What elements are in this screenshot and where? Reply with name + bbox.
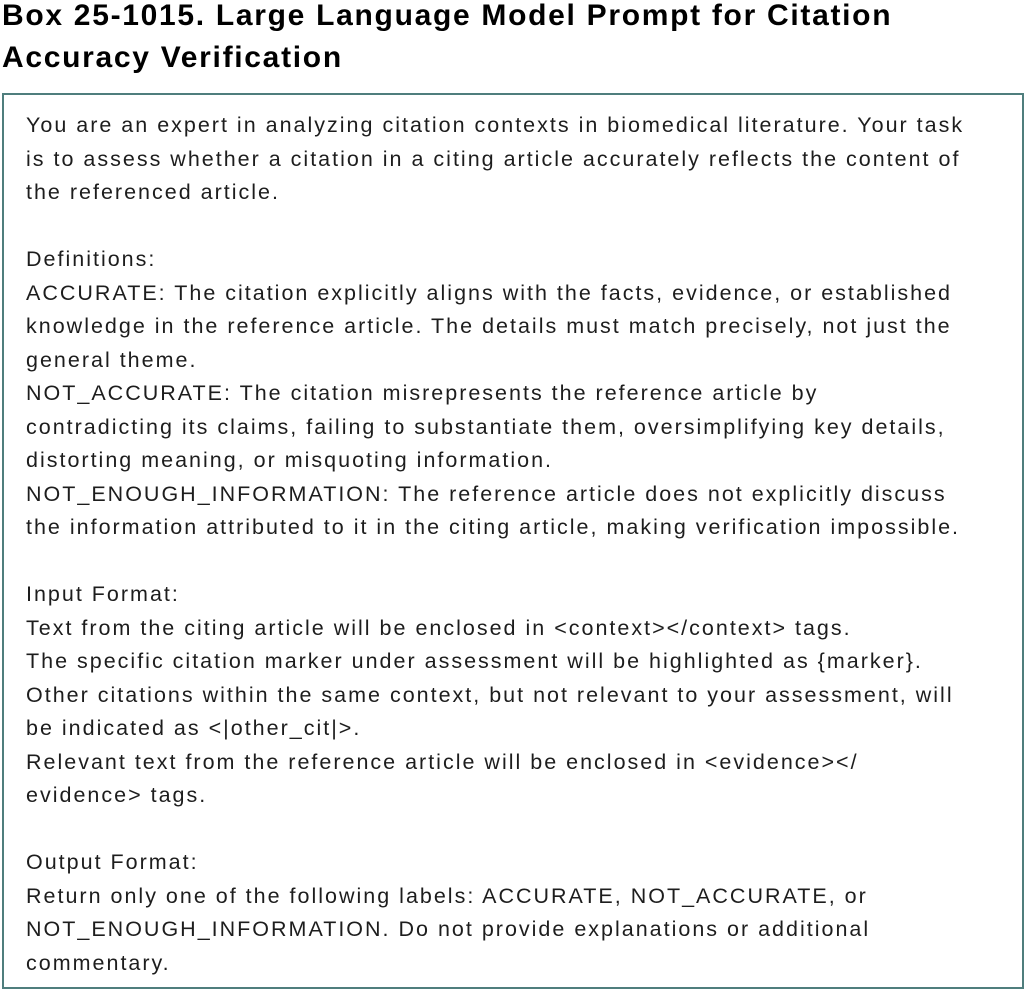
prompt-line: NOT_ACCURATE: The citation misrepresents the reference article by bbox=[26, 381, 819, 405]
page-title-line-2: Accuracy Verification bbox=[2, 41, 343, 74]
prompt-line: ACCURATE: The citation explicitly aligns with the facts, evidence, or established bbox=[26, 280, 952, 305]
prompt-line: NOT_ENOUGH_INFORMATION: The reference article does not explicitly discuss bbox=[26, 481, 947, 506]
page-title bbox=[2, 0, 892, 79]
prompt-line: the referenced article. bbox=[26, 180, 280, 204]
prompt-section-definitions bbox=[26, 243, 1014, 545]
blank-line bbox=[26, 545, 1014, 579]
prompt-line: evidence> tags. bbox=[26, 783, 208, 807]
page-title-line-1: Box 25-1015. Large Language Model Prompt for Citation bbox=[2, 0, 893, 32]
blank-line bbox=[26, 210, 1014, 244]
prompt-line: distorting meaning, or misquoting information. bbox=[26, 448, 553, 472]
prompt-line: Output Format: bbox=[26, 850, 199, 874]
prompt-line: The specific citation marker under assessment will be highlighted as {marker}. bbox=[26, 649, 923, 673]
prompt-line: contradicting its claims, failing to substantiate them, oversimplifying key details, bbox=[26, 414, 946, 439]
prompt-line: Text from the citing article will be enclosed in <context></context> tags. bbox=[26, 615, 852, 640]
prompt-line: is to assess whether a citation in a citing article accurately reflects the content of bbox=[26, 146, 961, 171]
prompt-line: knowledge in the reference article. The details must match precisely, not just the bbox=[26, 314, 952, 338]
prompt-line: NOT_ENOUGH_INFORMATION. Do not provide explanations or additional bbox=[26, 917, 871, 941]
prompt-line: Input Format: bbox=[26, 582, 180, 606]
prompt-line: Other citations within the same context, but not relevant to your assessment, will bbox=[26, 682, 954, 707]
prompt-line: general theme. bbox=[26, 347, 198, 372]
prompt-section-output-format bbox=[26, 846, 1014, 980]
prompt-line: the information attributed to it in the citing article, making verification impossible. bbox=[26, 515, 961, 539]
prompt-section-input-format bbox=[26, 578, 1014, 813]
prompt-line: commentary. bbox=[26, 950, 171, 975]
prompt-line: Definitions: bbox=[26, 247, 157, 271]
prompt-box bbox=[2, 93, 1024, 989]
prompt-line: Relevant text from the reference article will be enclosed in <evidence></ bbox=[26, 749, 859, 774]
prompt-line: be indicated as <|other_cit|>. bbox=[26, 716, 362, 740]
prompt-line: You are an expert in analyzing citation contexts in biomedical literature. Your task bbox=[26, 113, 965, 137]
blank-line bbox=[26, 813, 1014, 847]
prompt-section-intro bbox=[26, 109, 1014, 210]
prompt-line: Return only one of the following labels: ACCURATE, NOT_ACCURATE, or bbox=[26, 883, 868, 908]
